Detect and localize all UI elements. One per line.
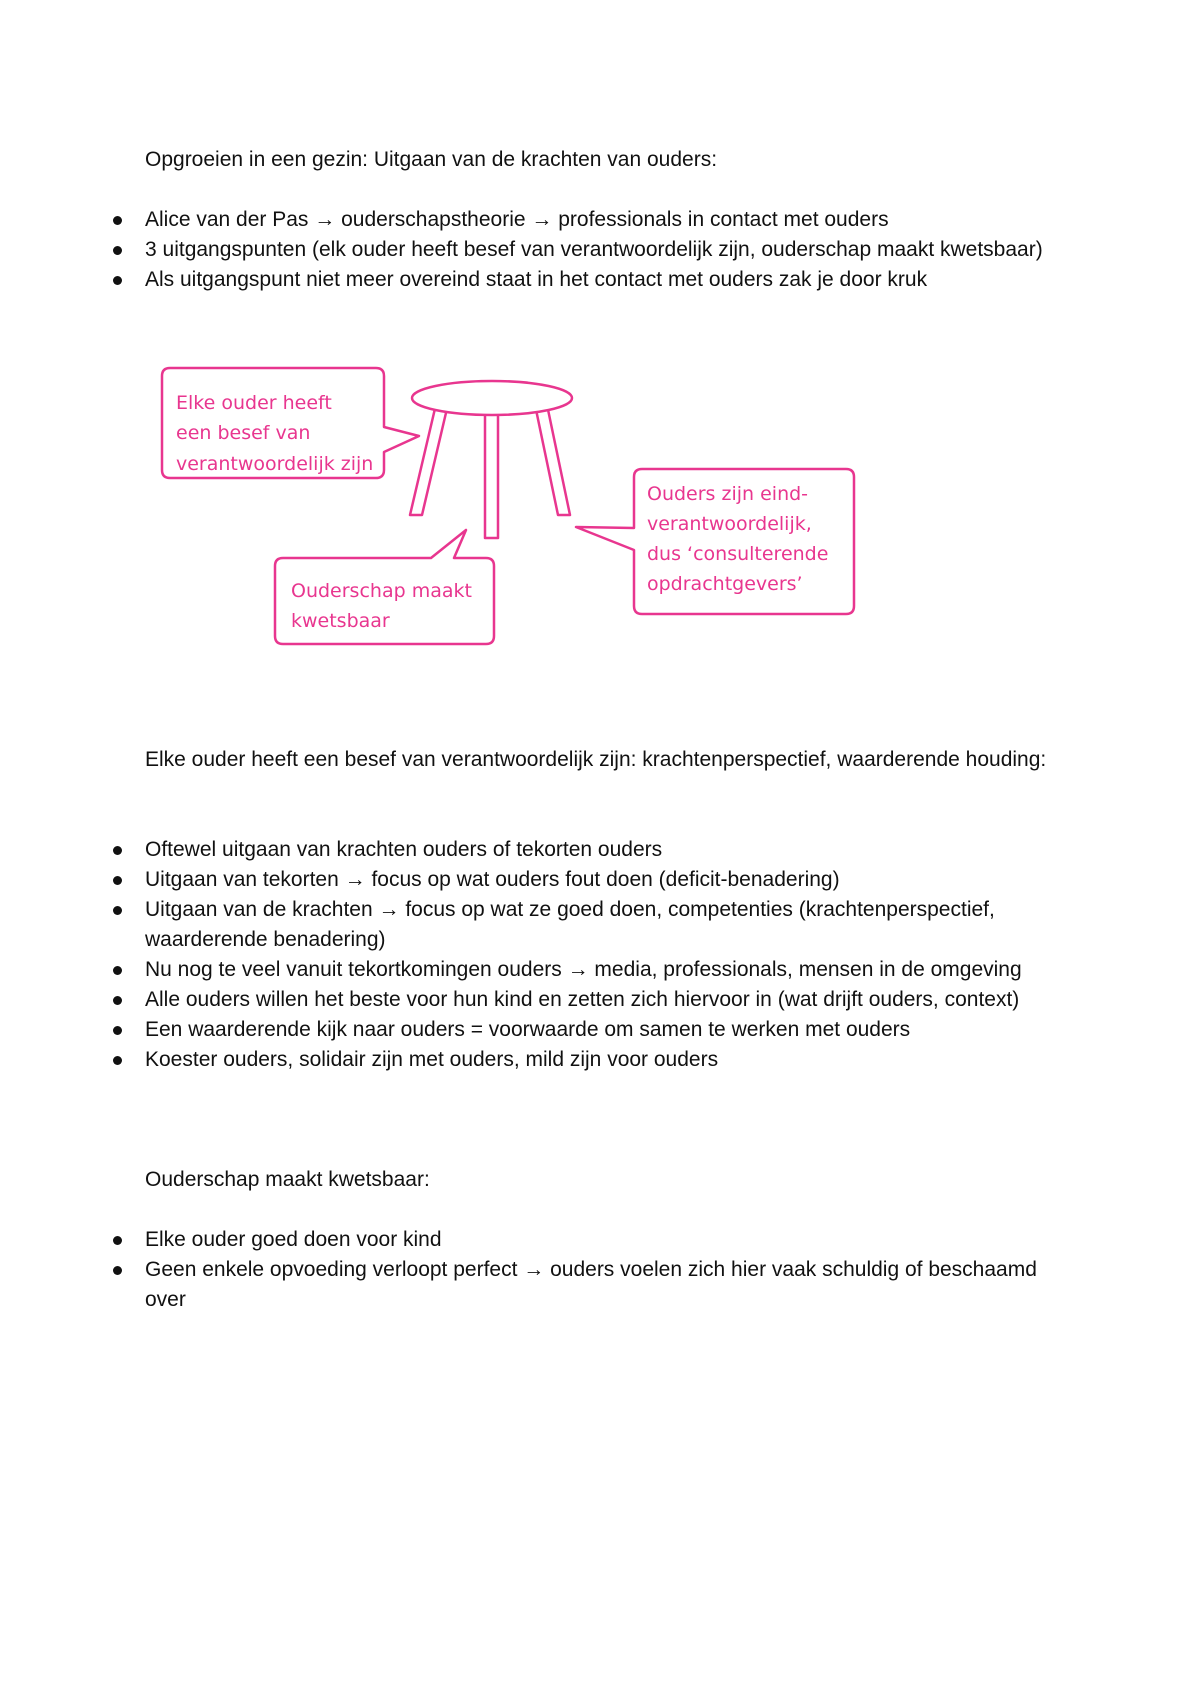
list-item-text: Alle ouders willen het beste voor hun kind en zetten zich hiervoor in (wat drijft ouders, context) xyxy=(145,988,1020,1011)
bullet-icon xyxy=(113,966,122,975)
arrow-right-icon: → xyxy=(567,958,589,981)
list-item-text: professionals in contact met ouders xyxy=(552,208,889,231)
list-item-text: Alice van der Pas xyxy=(145,208,315,231)
stool-diagram xyxy=(150,360,930,660)
list-item-text: Als uitgangspunt niet meer overeind staat in het contact met ouders zak je door kruk xyxy=(145,268,928,291)
list-item xyxy=(113,835,1063,865)
bullet-icon xyxy=(113,216,122,225)
bullet-icon xyxy=(113,246,122,255)
bullet-list-opgroeien xyxy=(113,205,1063,295)
bubble-right-line-1: Ouders zijn eind- xyxy=(647,483,809,505)
list-item xyxy=(113,895,1063,955)
arrow-right-icon: → xyxy=(531,208,553,231)
list-item xyxy=(113,235,1063,265)
list-item-text: Een waarderende kijk naar ouders = voorwaarde om samen te werken met ouders xyxy=(145,1018,911,1041)
section-heading-opgroeien: Opgroeien in een gezin: Uitgaan van de krachten van ouders: xyxy=(145,148,718,171)
list-item xyxy=(113,1015,1063,1045)
bullet-icon xyxy=(113,906,122,915)
bullet-icon xyxy=(113,276,122,285)
list-item xyxy=(113,205,1063,235)
bullet-list-kwetsbaar xyxy=(113,1225,1063,1315)
list-item xyxy=(113,1255,1063,1315)
list-item-text: Oftewel uitgaan van krachten ouders of tekorten ouders xyxy=(145,838,663,861)
arrow-right-icon: → xyxy=(314,208,336,231)
stool-seat xyxy=(412,381,572,415)
bullet-icon xyxy=(113,1266,122,1275)
bullet-icon xyxy=(113,846,122,855)
bullet-list-besef xyxy=(113,835,1063,1075)
bubble-left-line-3: verantwoordelijk zijn xyxy=(176,453,374,475)
list-item xyxy=(113,955,1063,985)
list-item-text: ouderschapstheorie xyxy=(335,208,532,231)
bullet-icon xyxy=(113,876,122,885)
list-item xyxy=(113,985,1063,1015)
list-item-text: Geen enkele opvoeding verloopt perfect xyxy=(145,1258,524,1281)
bullet-icon xyxy=(113,1026,122,1035)
arrow-right-icon: → xyxy=(344,868,366,891)
list-item-text: 3 uitgangspunten (elk ouder heeft besef van verantwoordelijk zijn, ouderschap maakt kwetsbaar) xyxy=(145,238,1043,261)
bullet-icon xyxy=(113,1236,122,1245)
list-item-text: media, professionals, mensen in de omgeving xyxy=(588,958,1022,981)
bubble-left-line-1: Elke ouder heeft xyxy=(176,392,332,414)
list-item xyxy=(113,1045,1063,1075)
stool-leg-left xyxy=(410,400,449,515)
arrow-right-icon: → xyxy=(378,898,400,921)
bubble-bottom-line-1: Ouderschap maakt xyxy=(291,580,472,602)
list-item-text: ouders voelen zich hier vaak schuldig of beschaamd over xyxy=(145,1258,1037,1311)
list-item-text: Nu nog te veel vanuit tekortkomingen ouders xyxy=(145,958,568,981)
bubble-left-line-2: een besef van xyxy=(176,422,311,444)
list-item-text: focus op wat ze goed doen, competenties (krachtenperspectief, waarderende benadering) xyxy=(145,898,995,951)
list-item-text: focus op wat ouders fout doen (deficit-benadering) xyxy=(365,868,840,891)
stool-leg-right xyxy=(534,400,570,515)
list-item-text: Uitgaan van de krachten xyxy=(145,898,379,921)
stool-icon xyxy=(410,381,572,538)
list-item-text: Koester ouders, solidair zijn met ouders, mild zijn voor ouders xyxy=(145,1048,719,1071)
list-item xyxy=(113,265,1063,295)
list-item-text: Elke ouder goed doen voor kind xyxy=(145,1228,442,1251)
bubble-bottom-line-2: kwetsbaar xyxy=(291,610,390,632)
stool-leg-middle xyxy=(485,400,498,538)
list-item-text: Uitgaan van tekorten xyxy=(145,868,345,891)
bubble-right-line-2: verantwoordelijk, xyxy=(647,513,812,535)
section-heading-besef: Elke ouder heeft een besef van verantwoordelijk zijn: krachtenperspectief, waarderende houding: xyxy=(145,748,1047,771)
list-item xyxy=(113,865,1063,895)
bullet-icon xyxy=(113,996,122,1005)
bullet-icon xyxy=(113,1056,122,1065)
arrow-right-icon: → xyxy=(523,1258,545,1281)
bubble-right-line-4: opdrachtgevers’ xyxy=(647,573,803,595)
section-heading-kwetsbaar: Ouderschap maakt kwetsbaar: xyxy=(145,1168,430,1191)
list-item xyxy=(113,1225,1063,1255)
bubble-right-line-3: dus ‘consulterende xyxy=(647,543,829,565)
